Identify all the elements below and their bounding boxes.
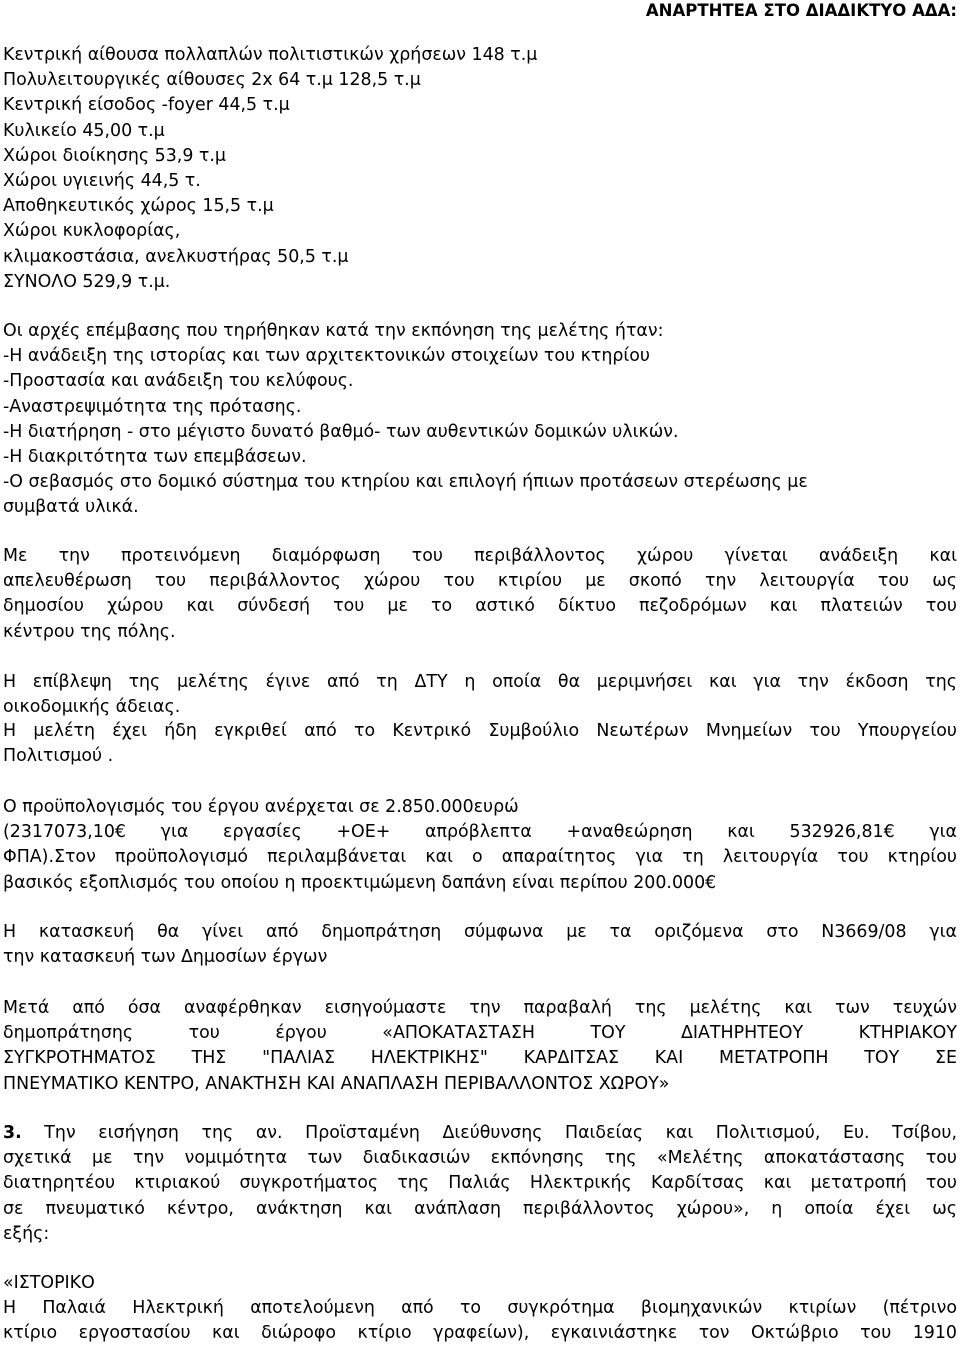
paragraph-line: (2317073,10€ για εργασίες +ΟΕ+ απρόβλεπτα +αναθεώρηση και 532926,81€ για bbox=[3, 822, 957, 843]
paragraph-line: Πολιτισμού . bbox=[3, 746, 114, 767]
section-3-first-line bbox=[3, 1121, 957, 1146]
principle-item: συμβατά υλικά. bbox=[3, 497, 139, 518]
history-section bbox=[3, 1271, 957, 1347]
area-line: Κυλικείο 45,00 τ.μ bbox=[3, 120, 165, 141]
principle-item: -Ο σεβασμός στο δομικό σύστημα του κτηρίου και επιλογή ήπιων προτάσεων στερέωσης με bbox=[3, 472, 808, 493]
principle-item: -Η ανάδειξη της ιστορίας και των αρχιτεκτονικών στοιχείων του κτηρίου bbox=[3, 346, 650, 367]
paragraph-line: οικοδομικής άδειας. bbox=[3, 697, 181, 718]
paragraph-line: Η επίβλεψη της μελέτης έγινε από τη ΔΤΥ η οποία θα μεριμνήσει και για την έκδοση της bbox=[3, 672, 957, 692]
paragraph-line: Ο προϋπολογισμός του έργου ανέρχεται σε 2.850.000ευρώ bbox=[3, 797, 519, 817]
page-header: ΑΝΑΡΤΗΤΕΑ ΣΤΟ ΔΙΑΔΙΚΤΥΟ ΑΔΑ: bbox=[645, 1, 957, 20]
paragraph-line: απελευθέρωση του περιβάλλοντος χώρου του κτιρίου με σκοπό την λειτουργία του ως bbox=[3, 571, 957, 592]
paragraph-line: Η μελέτη έχει ήδη εγκριθεί από το Κεντρικό Συμβούλιο Νεωτέρων Μνημείων του Υπουργείου bbox=[3, 721, 957, 741]
paragraph-approval bbox=[3, 719, 957, 769]
paragraph-line: ΠΝΕΥΜΑΤΙΚΟ ΚΕΝΤΡΟ, ΑΝΑΚΤΗΣΗ ΚΑΙ ΑΝΑΠΛΑΣΗ ΠΕΡΙΒΑΛΛΟΝΤΟΣ ΧΩΡΟΥ» bbox=[3, 1073, 670, 1094]
paragraph-line: κέντρου της πόλης. bbox=[3, 621, 176, 642]
paragraph-line: ΣΥΓΚΡΟΤΗΜΑΤΟΣ ΤΗΣ "ΠΑΛΙΑΣ ΗΛΕΚΤΡΙΚΗΣ" ΚΑΡΔΙΤΣΑΣ ΚΑΙ ΜΕΤΑΤΡΟΠΗ ΤΟΥ ΣΕ bbox=[3, 1048, 957, 1069]
principles-intro: Οι αρχές επέμβασης που τηρήθηκαν κατά την εκπόνηση της μελέτης ήταν: bbox=[3, 321, 664, 341]
paragraph-line: Η κατασκευή θα γίνει από δημοπράτηση σύμφωνα με τα οριζόμενα στο Ν3669/08 για bbox=[3, 922, 957, 942]
area-line: Αποθηκευτικός χώρος 15,5 τ.μ bbox=[3, 196, 274, 217]
area-line: Κεντρική αίθουσα πολλαπλών πολιτιστικών χρήσεων 148 τ.μ bbox=[3, 45, 538, 65]
paragraph-proposal bbox=[3, 996, 957, 1097]
paragraph-line: την κατασκευή των Δημοσίων έργων bbox=[3, 947, 328, 968]
principles-block bbox=[3, 319, 957, 521]
paragraph-line: εξής: bbox=[3, 1223, 50, 1244]
principle-item: -Προστασία και ανάδειξη του κελύφους. bbox=[3, 371, 354, 392]
area-line: Κεντρική είσοδος -foyer 44,5 τ.μ bbox=[3, 95, 290, 116]
area-line: κλιμακοστάσια, ανελκυστήρας 50,5 τ.μ bbox=[3, 246, 349, 267]
paragraph-line: δημοσίου χώρου και σύνδεσή του με το αστικό δίκτυο πεζοδρόμων και πλατειών του bbox=[3, 596, 957, 617]
paragraph-environment bbox=[3, 544, 957, 645]
section-3-text: Την εισήγηση της αν. Προϊσταμένη Διεύθυνσης Παιδείας και Πολιτισμού, Ευ. Τσίβου, bbox=[21, 1123, 957, 1143]
paragraph-line: κτίριο εργοστασίου και διώροφο κτίριο γραφείων), εγκαινιάστηκε τον Οκτώβριο του 1910 bbox=[3, 1323, 957, 1344]
area-total: ΣΥΝΟΛΟ 529,9 τ.μ. bbox=[3, 271, 171, 292]
paragraph-budget bbox=[3, 795, 957, 896]
principle-item: -Η διακριτότητα των επεμβάσεων. bbox=[3, 447, 307, 468]
principle-item: -Αναστρεψιμότητα της πρότασης. bbox=[3, 396, 302, 417]
paragraph-line: δημοπράτησης του έργου «ΑΠΟΚΑΤΑΣΤΑΣΗ ΤΟΥ ΔΙΑΤΗΡΗΤΕΟΥ ΚΤΗΡΙΑΚΟΥ bbox=[3, 1023, 957, 1044]
paragraph-line: Με την προτεινόμενη διαμόρφωση του περιβάλλοντος χώρου γίνεται ανάδειξη και bbox=[3, 546, 957, 566]
paragraph-supervision bbox=[3, 670, 957, 720]
paragraph-line: Η Παλαιά Ηλεκτρική αποτελούμενη από το συγκρότημα βιομηχανικών κτιρίων (πέτρινο bbox=[3, 1298, 957, 1319]
area-line: Πολυλειτουργικές αίθουσες 2x 64 τ.μ 128,5 τ.μ bbox=[3, 70, 421, 91]
areas-list bbox=[3, 43, 537, 295]
history-heading: «ΙΣΤΟΡΙΚΟ bbox=[3, 1273, 95, 1293]
paragraph-line: σε πνευματικό κέντρο, ανάκτηση και ανάπλαση περιβάλλοντος χώρου», η οποία έχει ως bbox=[3, 1198, 957, 1219]
area-line: Χώροι υγιεινής 44,5 τ. bbox=[3, 171, 201, 192]
principle-item: -Η διατήρηση - στο μέγιστο δυνατό βαθμό- των αυθεντικών δομικών υλικών. bbox=[3, 421, 679, 442]
paragraph-line: ΦΠΑ).Στον προϋπολογισμό περιλαμβάνεται και ο απαραίτητος για τη λειτουργία του κτηρίου bbox=[3, 847, 957, 868]
paragraph-line: σχετικά με την νομιμότητα των διαδικασιών εκπόνησης της «Μελέτης αποκατάστασης του bbox=[3, 1148, 957, 1169]
paragraph-line: διατηρητέου κτιριακού συγκροτήματος της Παλιάς Ηλεκτρικής Καρδίτσας και μετατροπή του bbox=[3, 1173, 957, 1194]
paragraph-line: Μετά από όσα αναφέρθηκαν εισηγούμαστε την παραβαλή της μελέτης και των τευχών bbox=[3, 998, 957, 1018]
area-line: Χώροι διοίκησης 53,9 τ.μ bbox=[3, 145, 226, 166]
paragraph-line: βασικός εξοπλισμός του οποίου η προεκτιμώμενη δαπάνη είναι περίπου 200.000€ bbox=[3, 872, 717, 893]
area-line: Χώροι κυκλοφορίας, bbox=[3, 221, 181, 242]
section-number: 3. bbox=[3, 1123, 22, 1143]
section-3 bbox=[3, 1121, 957, 1247]
paragraph-law bbox=[3, 920, 957, 970]
